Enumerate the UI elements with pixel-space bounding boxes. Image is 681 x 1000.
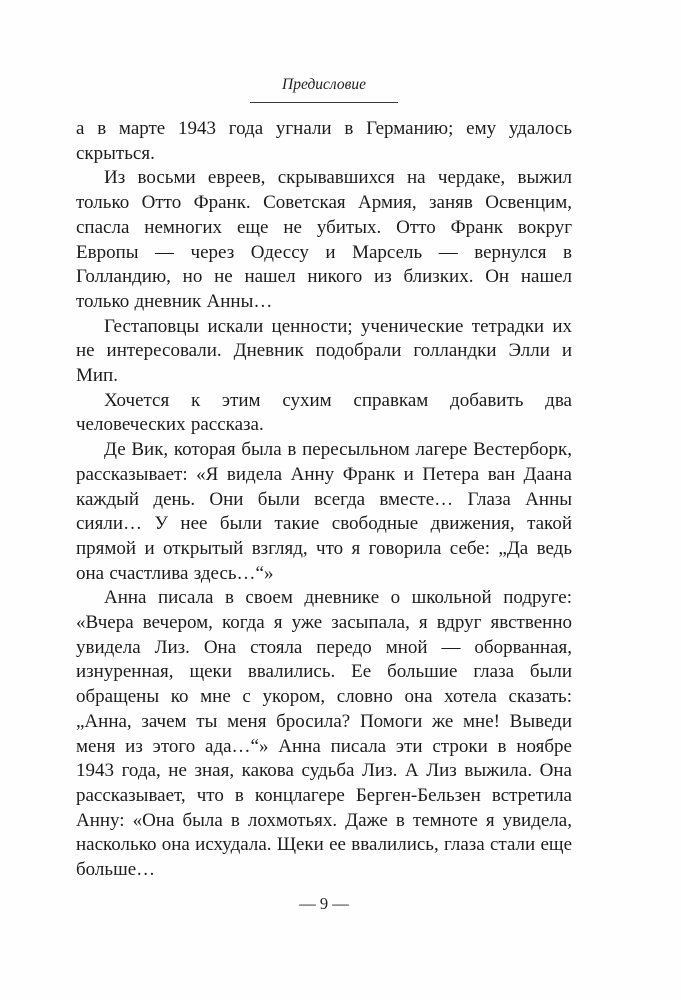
page-number: — 9 —: [299, 894, 349, 913]
page-body: [76, 117, 572, 883]
chapter-title: Предисловие: [282, 76, 366, 93]
paragraph: Анна писала в своем дневнике о школьной подруге: «Вчера вечером, когда я уже засыпала, я вдруг явственно увидела Лиз. Она стояла передо мной — оборванная, изнуренная, щеки ввалились. Ее большие глаза были обращены ко мне с укором, словно она хотела сказать: „Анна, зачем ты меня бросила? Помоги же мне! Выведи меня из этого ада…“» Анна писала эти строки в ноябре 1943 года, не зная, какова судьба Лиз. А Лиз выжила. Она рассказывает, что в концлагере Берген-Бельзен встретила Анну: «Она была в лохмотьях. Даже в темноте я увидела, насколько она исхудала. Щеки ее ввалились, глаза стали еще больше…: [76, 587, 572, 881]
running-header: [76, 76, 572, 103]
paragraph: Из восьми евреев, скрывавшихся на чердаке, выжил только Отто Франк. Советская Армия, заняв Освенцим, спасла немногих еще не убитых. Отто Франк вокруг Европы — через Одессу и Марсель — вернулся в Голландию, но не нашел никого из близких. Он нашел только дневник Анны…: [76, 167, 572, 312]
paragraph: а в марте 1943 года угнали в Германию; ему удалось скрыться.: [76, 118, 572, 164]
paragraph: Хочется к этим сухим справкам добавить два человеческих рассказа.: [76, 389, 572, 436]
paragraph: Де Вик, которая была в пересыльном лагере Вестерборк, рассказывает: «Я видела Анну Франк и Петера ван Даана каждый день. Они были всегда вместе… Глаза Анны сияли… У нее были такие свободные движения, такой прямой и открытый взгляд, что я говорила себе: „Да ведь она счастлива здесь…“»: [76, 439, 572, 584]
header-divider: [250, 102, 398, 103]
paragraph: Гестаповцы искали ценности; ученические тетрадки их не интересовали. Дневник подобрали голландки Элли и Мип.: [76, 315, 572, 387]
